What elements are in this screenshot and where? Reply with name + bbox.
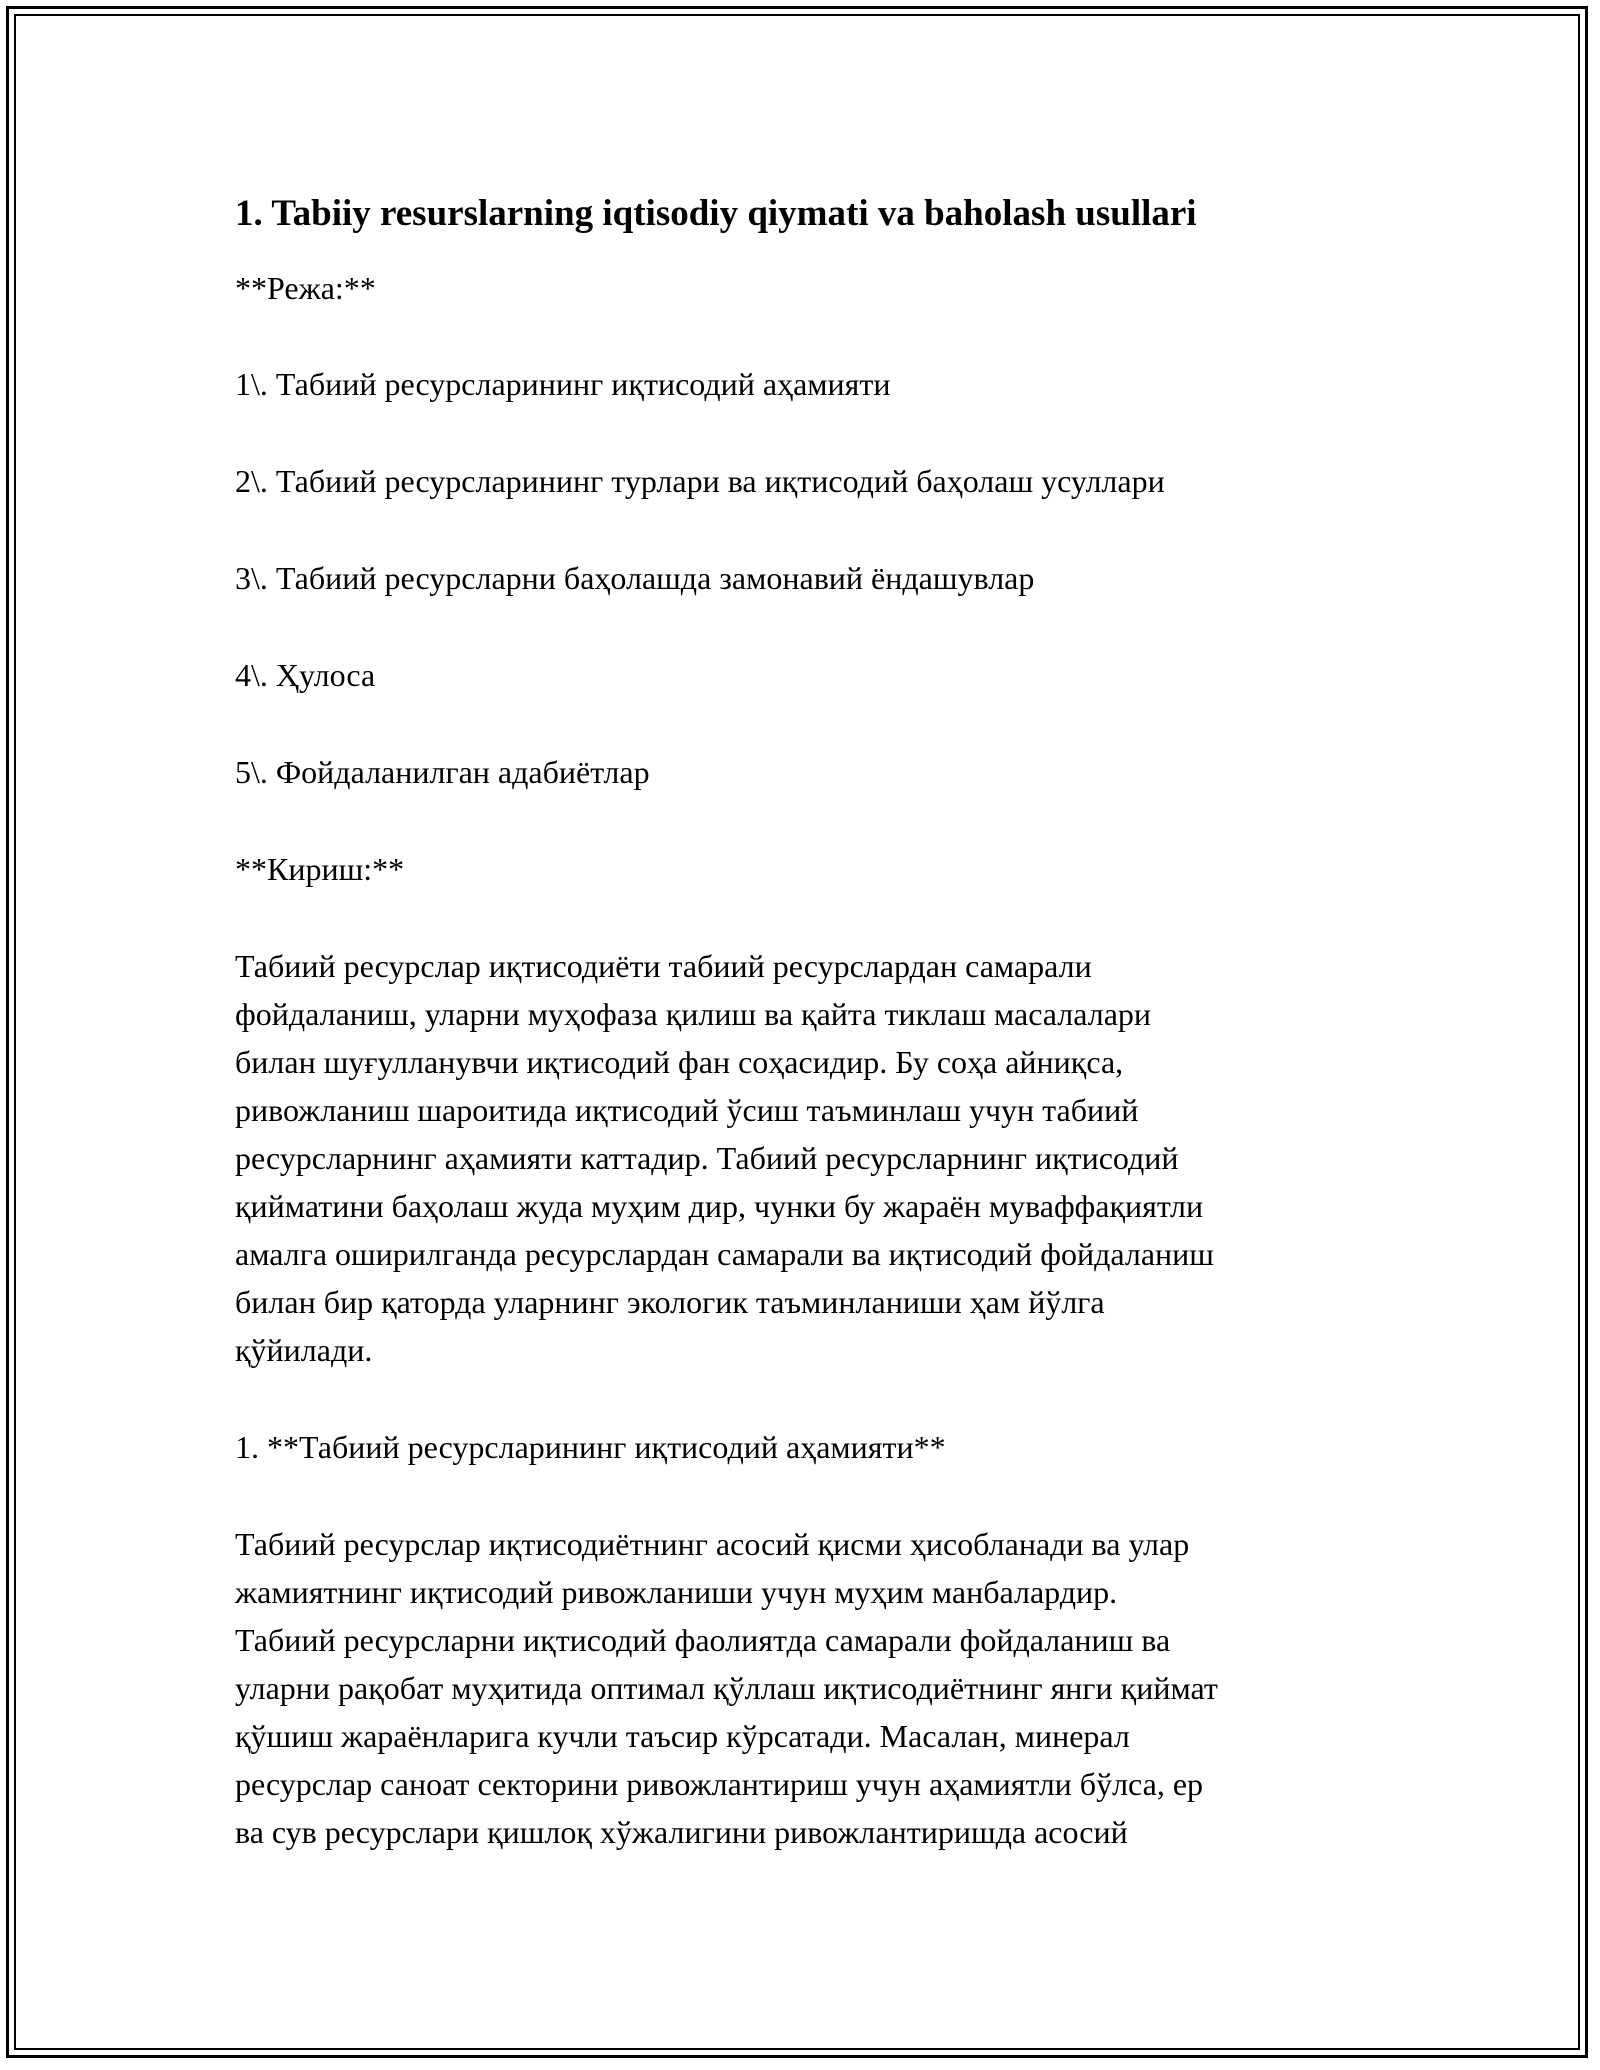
intro-line: қўйилади. — [235, 1332, 373, 1368]
intro-line: фойдаланиш, уларни муҳофаза қилиш ва қайта тиклаш масалалари — [235, 996, 1152, 1032]
section1-line: Табиий ресурслар иқтисодиётнинг асосий қисми ҳисобланади ва улар — [235, 1526, 1190, 1562]
plan-heading: **Режа:** — [235, 270, 376, 306]
plan-item: 3\. Табиий ресурсларни баҳолашда замонавий ёндашувлар — [235, 560, 1035, 596]
intro-line: қийматини баҳолаш жуда муҳим дир, чунки бу жараён муваффақиятли — [235, 1188, 1204, 1224]
intro-line: Табиий ресурслар иқтисодиёти табиий ресурслардан самарали — [235, 948, 1092, 984]
section1-line: жамиятнинг иқтисодий ривожланиши учун муҳим манбалардир. — [235, 1574, 1118, 1610]
document-title: 1. Tabiiy resurslarning iqtisodiy qiymati va baholash usullari — [235, 193, 1197, 234]
intro-line: билан шуғулланувчи иқтисодий фан соҳасидир. Бу соҳа айниқса, — [235, 1044, 1124, 1080]
section1-line: уларни рақобат муҳитида оптимал қўллаш иқтисодиётнинг янги қиймат — [235, 1670, 1218, 1706]
intro-heading: **Кириш:** — [235, 851, 405, 887]
section1-heading: 1. **Табиий ресурсларининг иқтисодий аҳамияти** — [235, 1429, 946, 1465]
intro-line: ресурсларнинг аҳамияти каттадир. Табиий ресурсларнинг иқтисодий — [235, 1140, 1179, 1176]
intro-line: ривожланиш шароитида иқтисодий ўсиш таъминлаш учун табиий — [235, 1092, 1139, 1128]
section1-line: Табиий ресурсларни иқтисодий фаолиятда самарали фойдаланиш ва — [235, 1622, 1171, 1658]
plan-item: 1\. Табиий ресурсларининг иқтисодий аҳамияти — [235, 366, 891, 402]
section1-line: қўшиш жараёнларига кучли таъсир кўрсатади. Масалан, минерал — [235, 1718, 1130, 1754]
intro-line: билан бир қаторда уларнинг экологик таъминланиши ҳам йўлга — [235, 1284, 1105, 1320]
section1-paragraph — [235, 1520, 1385, 1856]
plan-item: 4\. Ҳулоса — [235, 657, 376, 693]
document-body — [235, 190, 1385, 1905]
section1-line: ресурслар саноат секторини ривожлантириш учун аҳамиятли бўлса, ер — [235, 1766, 1204, 1802]
intro-line: амалга оширилганда ресурслардан самарали ва иқтисодий фойдаланиш — [235, 1236, 1214, 1272]
intro-paragraph — [235, 942, 1385, 1374]
plan-item: 5\. Фойдаланилган адабиётлар — [235, 754, 650, 790]
section1-line: ва сув ресурслари қишлоқ хўжалигини ривожлантиришда асосий — [235, 1814, 1128, 1850]
plan-item: 2\. Табиий ресурсларининг турлари ва иқтисодий баҳолаш усуллари — [235, 463, 1165, 499]
